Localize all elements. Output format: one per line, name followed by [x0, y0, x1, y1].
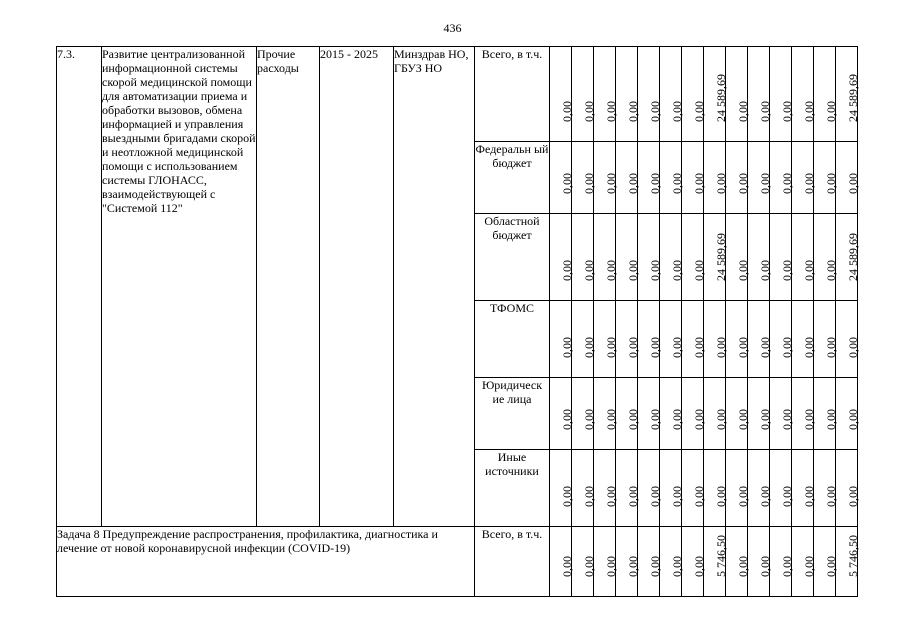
table-row [57, 47, 858, 142]
value-text: 0,00 [647, 337, 662, 358]
value-cell [616, 142, 638, 214]
value-cell [792, 301, 814, 378]
measure-name: Развитие централизованной информационной системы скорой медицинской помощи для автоматизации приема и обработки вызовов, обмена информацией и управления выездными бригадами скорой и неотложной медицинской помощи с использованием системы ГЛОНАСС, взаимодействующей с "Системой 112" [102, 47, 257, 527]
value-text: 0,00 [757, 337, 772, 358]
value-cell [638, 378, 660, 450]
value-text: 0,00 [625, 337, 640, 358]
value-text: 0,00 [779, 101, 794, 122]
executors: Минздрав НО, ГБУЗ НО [394, 47, 475, 527]
value-text: 0,00 [823, 337, 838, 358]
value-cell [572, 47, 594, 142]
value-cell [726, 142, 748, 214]
value-text: 5 746,50 [713, 535, 728, 577]
value-cell [770, 301, 792, 378]
value-cell [770, 378, 792, 450]
value-cell [616, 301, 638, 378]
value-cell [660, 378, 682, 450]
value-cell [682, 301, 704, 378]
value-text: 0,00 [735, 260, 750, 281]
value-cell [748, 527, 770, 597]
value-text: 0,00 [735, 556, 750, 577]
value-text: 0,00 [581, 101, 596, 122]
value-cell [594, 450, 616, 527]
value-text: 0,00 [669, 556, 684, 577]
value-cell [638, 214, 660, 301]
value-cell [836, 450, 858, 527]
value-text: 0,00 [757, 260, 772, 281]
task-row [57, 527, 858, 597]
value-text: 0,00 [625, 556, 640, 577]
value-cell [638, 450, 660, 527]
value-text: 0,00 [713, 409, 728, 430]
value-text: 0,00 [603, 337, 618, 358]
value-cell [660, 301, 682, 378]
value-cell [594, 527, 616, 597]
value-text: 0,00 [823, 173, 838, 194]
value-cell [748, 47, 770, 142]
value-cell [748, 450, 770, 527]
value-cell [748, 301, 770, 378]
measure-code: 7.3. [57, 47, 102, 527]
value-cell [638, 527, 660, 597]
value-text: 0,00 [603, 486, 618, 507]
value-text: 0,00 [647, 486, 662, 507]
value-cell [726, 378, 748, 450]
value-cell [682, 450, 704, 527]
value-text: 0,00 [603, 173, 618, 194]
value-cell [726, 214, 748, 301]
value-cell [704, 378, 726, 450]
value-text: 0,00 [845, 409, 860, 430]
value-text: 0,00 [713, 337, 728, 358]
value-cell [792, 214, 814, 301]
value-text: 0,00 [801, 409, 816, 430]
value-cell [550, 214, 572, 301]
value-cell [704, 47, 726, 142]
value-text: 0,00 [647, 260, 662, 281]
value-text: 0,00 [757, 173, 772, 194]
value-cell [638, 142, 660, 214]
value-text: 0,00 [801, 337, 816, 358]
value-text: 0,00 [757, 409, 772, 430]
value-text: 0,00 [823, 260, 838, 281]
value-text: 0,00 [735, 173, 750, 194]
value-text: 0,00 [603, 101, 618, 122]
value-text: 0,00 [801, 556, 816, 577]
value-text: 0,00 [625, 409, 640, 430]
value-text: 0,00 [581, 260, 596, 281]
task-title: Задача 8 Предупреждение распространения, профилактика, диагностика и лечение от новой коронавирусной инфекции (COVID-19) [57, 527, 475, 597]
value-text: 0,00 [845, 486, 860, 507]
value-cell [770, 527, 792, 597]
value-text: 0,00 [625, 173, 640, 194]
value-text: 0,00 [581, 486, 596, 507]
value-cell [814, 142, 836, 214]
value-text: 0,00 [779, 260, 794, 281]
value-cell [550, 142, 572, 214]
value-cell [836, 378, 858, 450]
value-text: 0,00 [823, 101, 838, 122]
value-cell [682, 142, 704, 214]
value-text: 0,00 [691, 260, 706, 281]
value-cell [616, 378, 638, 450]
value-text: 0,00 [603, 556, 618, 577]
value-cell [814, 378, 836, 450]
value-text: 0,00 [691, 556, 706, 577]
value-cell [682, 47, 704, 142]
value-text: 0,00 [779, 173, 794, 194]
value-text: 0,00 [845, 173, 860, 194]
value-cell [572, 214, 594, 301]
value-text: 0,00 [581, 409, 596, 430]
value-cell [616, 47, 638, 142]
value-text: 0,00 [757, 556, 772, 577]
funding-source-label: Областной бюджет [475, 214, 550, 301]
value-cell [770, 142, 792, 214]
value-text: 0,00 [669, 337, 684, 358]
value-cell [704, 214, 726, 301]
value-cell [836, 214, 858, 301]
value-cell [814, 527, 836, 597]
value-cell [770, 214, 792, 301]
value-cell [814, 47, 836, 142]
value-cell [792, 378, 814, 450]
value-cell [572, 142, 594, 214]
value-cell [836, 301, 858, 378]
value-text: 0,00 [669, 409, 684, 430]
value-cell [726, 301, 748, 378]
value-cell [594, 142, 616, 214]
value-text: 0,00 [779, 409, 794, 430]
value-text: 0,00 [625, 486, 640, 507]
funding-source-label: Всего, в т.ч. [475, 47, 550, 142]
value-cell [550, 450, 572, 527]
funding-source-label: Юридическ ие лица [475, 378, 550, 450]
value-cell [594, 214, 616, 301]
value-cell [682, 214, 704, 301]
value-text: 0,00 [691, 173, 706, 194]
value-text: 0,00 [559, 486, 574, 507]
value-cell [792, 47, 814, 142]
value-text: 0,00 [581, 337, 596, 358]
value-text: 0,00 [647, 101, 662, 122]
value-text: 0,00 [735, 409, 750, 430]
value-text: 0,00 [713, 173, 728, 194]
funding-source-label: Всего, в т.ч. [475, 527, 550, 597]
value-text: 0,00 [691, 409, 706, 430]
value-cell [660, 450, 682, 527]
value-text: 0,00 [603, 409, 618, 430]
value-text: 0,00 [669, 260, 684, 281]
period: 2015 - 2025 [320, 47, 394, 527]
value-text: 0,00 [691, 337, 706, 358]
value-text: 0,00 [779, 556, 794, 577]
value-text: 0,00 [801, 486, 816, 507]
program-finance-table [56, 46, 858, 597]
value-cell [660, 214, 682, 301]
value-cell [660, 47, 682, 142]
value-cell [836, 527, 858, 597]
value-text: 5 746,50 [845, 535, 860, 577]
value-text: 24 589,69 [845, 74, 860, 122]
value-text: 0,00 [801, 260, 816, 281]
value-cell [660, 142, 682, 214]
value-cell [682, 378, 704, 450]
value-cell [836, 47, 858, 142]
value-text: 0,00 [691, 486, 706, 507]
value-text: 0,00 [801, 101, 816, 122]
value-cell [572, 301, 594, 378]
value-cell [682, 527, 704, 597]
value-cell [836, 142, 858, 214]
value-cell [792, 527, 814, 597]
value-text: 0,00 [735, 337, 750, 358]
value-cell [550, 527, 572, 597]
value-text: 0,00 [779, 337, 794, 358]
value-cell [704, 142, 726, 214]
funding-source-label: Иные источники [475, 450, 550, 527]
value-text: 0,00 [735, 486, 750, 507]
value-text: 0,00 [757, 101, 772, 122]
value-text: 0,00 [581, 556, 596, 577]
value-cell [550, 301, 572, 378]
value-cell [616, 214, 638, 301]
value-text: 0,00 [647, 409, 662, 430]
page-number: 436 [443, 21, 462, 35]
value-text: 0,00 [669, 101, 684, 122]
value-cell [594, 378, 616, 450]
value-text: 0,00 [603, 260, 618, 281]
value-cell [726, 450, 748, 527]
value-cell [550, 378, 572, 450]
expense-type: Прочие расходы [257, 47, 320, 527]
value-cell [792, 450, 814, 527]
value-text: 0,00 [713, 486, 728, 507]
value-text: 0,00 [559, 409, 574, 430]
value-cell [572, 450, 594, 527]
value-text: 0,00 [559, 556, 574, 577]
value-cell [814, 301, 836, 378]
funding-source-label: Федеральн ый бюджет [475, 142, 550, 214]
value-text: 0,00 [823, 556, 838, 577]
value-cell [660, 527, 682, 597]
table-body [57, 47, 858, 597]
value-cell [770, 450, 792, 527]
value-cell [748, 214, 770, 301]
value-text: 0,00 [625, 101, 640, 122]
value-cell [550, 47, 572, 142]
value-cell [770, 47, 792, 142]
value-cell [594, 301, 616, 378]
value-text: 24 589,69 [713, 233, 728, 281]
value-cell [814, 450, 836, 527]
value-text: 0,00 [735, 101, 750, 122]
value-cell [792, 142, 814, 214]
value-text: 0,00 [559, 101, 574, 122]
value-text: 0,00 [625, 260, 640, 281]
value-text: 0,00 [801, 173, 816, 194]
value-cell [704, 301, 726, 378]
value-text: 0,00 [559, 337, 574, 358]
value-cell [704, 450, 726, 527]
value-cell [638, 301, 660, 378]
value-text: 0,00 [559, 173, 574, 194]
value-cell [748, 378, 770, 450]
value-cell [638, 47, 660, 142]
value-cell [572, 527, 594, 597]
value-cell [726, 47, 748, 142]
value-text: 0,00 [647, 556, 662, 577]
value-text: 0,00 [823, 486, 838, 507]
value-text: 0,00 [647, 173, 662, 194]
value-text: 0,00 [559, 260, 574, 281]
value-text: 0,00 [823, 409, 838, 430]
value-cell [572, 378, 594, 450]
value-text: 24 589,69 [845, 233, 860, 281]
value-cell [814, 214, 836, 301]
value-text: 24 589,69 [713, 74, 728, 122]
value-text: 0,00 [845, 337, 860, 358]
value-cell [616, 450, 638, 527]
value-cell [726, 527, 748, 597]
value-text: 0,00 [581, 173, 596, 194]
value-cell [594, 47, 616, 142]
value-text: 0,00 [779, 486, 794, 507]
value-text: 0,00 [669, 173, 684, 194]
value-cell [748, 142, 770, 214]
value-text: 0,00 [669, 486, 684, 507]
value-text: 0,00 [691, 101, 706, 122]
funding-source-label: ТФОМС [475, 301, 550, 378]
value-cell [704, 527, 726, 597]
value-text: 0,00 [757, 486, 772, 507]
value-cell [616, 527, 638, 597]
